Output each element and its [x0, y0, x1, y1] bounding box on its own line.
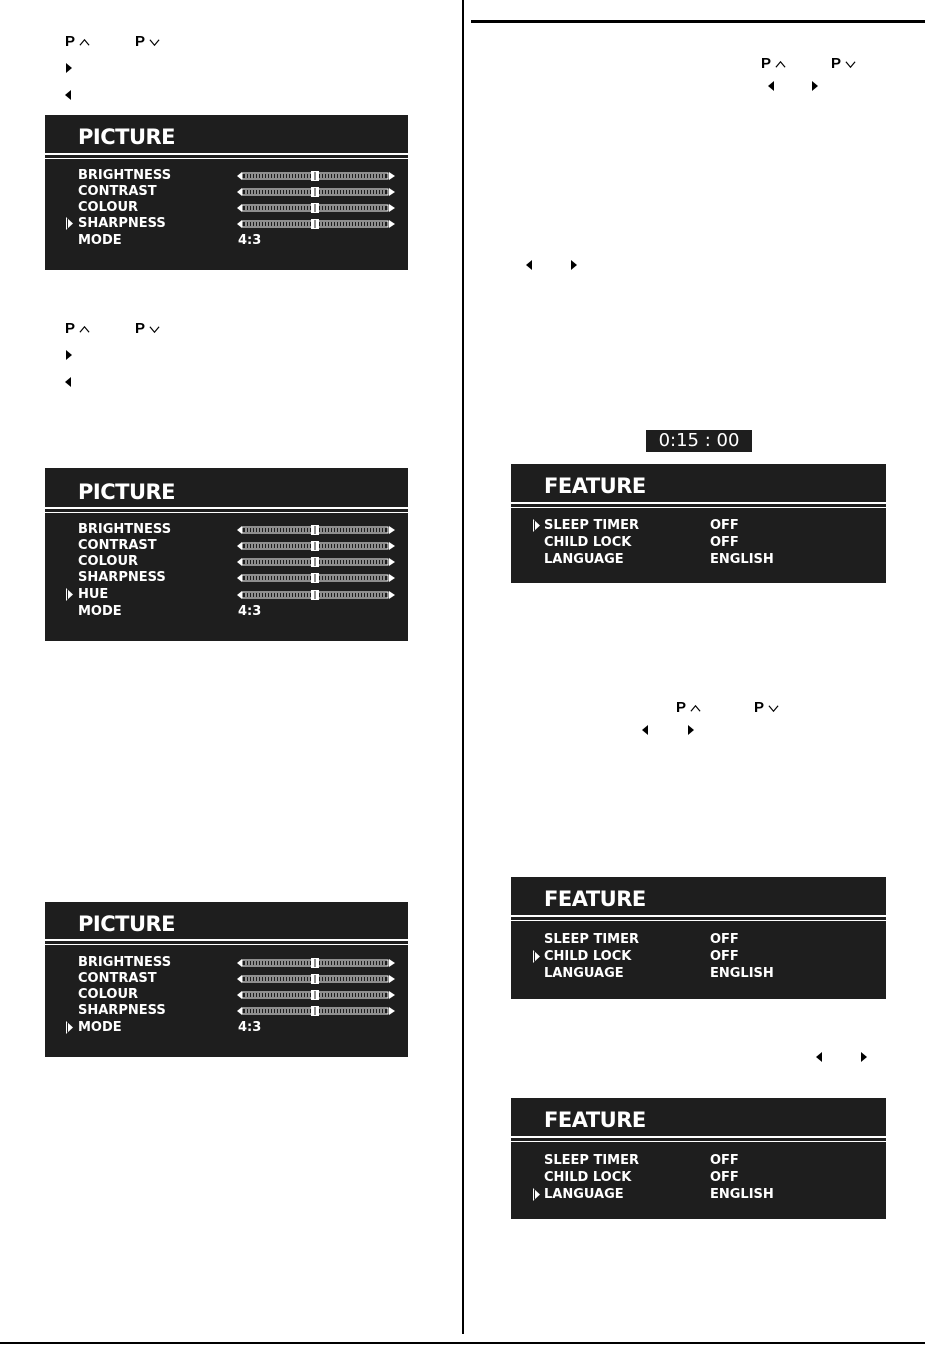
- selection-cursor-icon: [533, 950, 540, 963]
- p-up-label: P: [676, 699, 687, 716]
- column-divider: [462, 0, 464, 1334]
- menu-item-mode: MODE: [78, 233, 122, 248]
- language-value: ENGLISH: [710, 552, 774, 567]
- menu-separator: [45, 507, 408, 509]
- menu-item-contrast: CONTRAST: [78, 184, 157, 199]
- hue-slider: [237, 590, 395, 600]
- sharpness-slider: [237, 573, 395, 583]
- contrast-slider: [237, 541, 395, 551]
- language-value: ENGLISH: [710, 966, 774, 981]
- menu-item-contrast: CONTRAST: [78, 538, 157, 553]
- chevron-up-icon: [79, 37, 90, 48]
- right-arrow-icon: [688, 725, 694, 735]
- colour-slider: [237, 557, 395, 567]
- menu-item-mode: MODE: [78, 604, 122, 619]
- menu-item-brightness: BRIGHTNESS: [78, 955, 172, 970]
- menu-separator: [511, 920, 886, 921]
- colour-slider: [237, 203, 395, 213]
- menu-title: PICTURE: [78, 480, 176, 504]
- brightness-slider: [237, 525, 395, 535]
- chevron-up-icon: [690, 703, 701, 714]
- chevron-down-icon: [149, 324, 160, 335]
- p-up-label: P: [65, 320, 76, 337]
- menu-separator: [45, 939, 408, 941]
- menu-separator: [45, 158, 408, 159]
- language-value: ENGLISH: [710, 1187, 774, 1202]
- menu-separator: [45, 944, 408, 945]
- selection-cursor-icon: [533, 519, 540, 532]
- menu-title: FEATURE: [544, 474, 646, 498]
- menu-item-colour: COLOUR: [78, 554, 139, 569]
- menu-item-hue: HUE: [78, 587, 109, 602]
- sleep-timer-value: OFF: [710, 932, 739, 947]
- p-down-label: P: [831, 55, 842, 72]
- menu-item-brightness: BRIGHTNESS: [78, 168, 172, 183]
- sharpness-slider: [237, 219, 395, 229]
- menu-separator: [511, 1136, 886, 1138]
- left-arrow-icon: [65, 90, 71, 100]
- p-down-key-1: [135, 33, 160, 51]
- p-up-label: P: [65, 33, 76, 50]
- p-down-key-3: [831, 55, 856, 73]
- sleep-timer-display: 0:15 : 00: [646, 430, 752, 452]
- colour-slider: [237, 990, 395, 1000]
- menu-item-child-lock: CHILD LOCK: [544, 949, 632, 964]
- menu-separator: [45, 153, 408, 155]
- right-arrow-icon: [861, 1052, 867, 1062]
- p-up-key-2: [65, 320, 90, 338]
- mode-value: 4:3: [238, 1020, 262, 1035]
- chevron-up-icon: [79, 324, 90, 335]
- footer-rule: [0, 1342, 925, 1344]
- left-arrow-icon: [526, 260, 532, 270]
- menu-separator: [511, 507, 886, 508]
- menu-item-contrast: CONTRAST: [78, 971, 157, 986]
- left-arrow-icon: [816, 1052, 822, 1062]
- menu-separator: [45, 512, 408, 513]
- menu-item-colour: COLOUR: [78, 987, 139, 1002]
- left-arrow-icon: [642, 725, 648, 735]
- contrast-slider: [237, 974, 395, 984]
- menu-title: PICTURE: [78, 912, 176, 936]
- p-down-label: P: [754, 699, 765, 716]
- p-up-key-4: [676, 699, 701, 717]
- mode-value: 4:3: [238, 604, 262, 619]
- feature-menu-3: [511, 1098, 886, 1219]
- menu-item-brightness: BRIGHTNESS: [78, 522, 172, 537]
- header-rule: [471, 20, 925, 23]
- selection-cursor-icon: [66, 1021, 73, 1034]
- child-lock-value: OFF: [710, 1170, 739, 1185]
- sleep-timer-value: OFF: [710, 1153, 739, 1168]
- chevron-down-icon: [845, 59, 856, 70]
- right-arrow-icon: [66, 63, 72, 73]
- p-down-key-2: [135, 320, 160, 338]
- selection-cursor-icon: [66, 588, 73, 601]
- menu-item-child-lock: CHILD LOCK: [544, 1170, 632, 1185]
- menu-separator: [511, 915, 886, 917]
- menu-title: PICTURE: [78, 125, 176, 149]
- selection-cursor-icon: [66, 217, 73, 230]
- picture-menu-3: [45, 902, 408, 1057]
- child-lock-value: OFF: [710, 949, 739, 964]
- contrast-slider: [237, 187, 395, 197]
- menu-item-sharpness: SHARPNESS: [78, 1003, 166, 1018]
- feature-menu-2: [511, 877, 886, 999]
- menu-item-sleep-timer: SLEEP TIMER: [544, 932, 639, 947]
- menu-item-sharpness: SHARPNESS: [78, 216, 166, 231]
- sleep-timer-value: OFF: [710, 518, 739, 533]
- menu-item-language: LANGUAGE: [544, 1187, 624, 1202]
- menu-item-sleep-timer: SLEEP TIMER: [544, 518, 639, 533]
- right-arrow-icon: [812, 81, 818, 91]
- picture-menu-1: [45, 115, 408, 270]
- menu-item-language: LANGUAGE: [544, 966, 624, 981]
- brightness-slider: [237, 958, 395, 968]
- menu-item-sleep-timer: SLEEP TIMER: [544, 1153, 639, 1168]
- p-up-key-3: [761, 55, 786, 73]
- p-up-label: P: [761, 55, 772, 72]
- p-down-label: P: [135, 33, 146, 50]
- menu-separator: [511, 1141, 886, 1142]
- menu-item-sharpness: SHARPNESS: [78, 570, 166, 585]
- brightness-slider: [237, 171, 395, 181]
- child-lock-value: OFF: [710, 535, 739, 550]
- feature-menu-1: [511, 464, 886, 583]
- menu-item-language: LANGUAGE: [544, 552, 624, 567]
- selection-cursor-icon: [533, 1188, 540, 1201]
- right-arrow-icon: [571, 260, 577, 270]
- left-arrow-icon: [768, 81, 774, 91]
- menu-item-colour: COLOUR: [78, 200, 139, 215]
- p-down-key-4: [754, 699, 779, 717]
- menu-item-child-lock: CHILD LOCK: [544, 535, 632, 550]
- mode-value: 4:3: [238, 233, 262, 248]
- right-arrow-icon: [66, 350, 72, 360]
- left-arrow-icon: [65, 377, 71, 387]
- p-down-label: P: [135, 320, 146, 337]
- p-up-key-1: [65, 33, 90, 51]
- chevron-down-icon: [149, 37, 160, 48]
- menu-title: FEATURE: [544, 1108, 646, 1132]
- menu-title: FEATURE: [544, 887, 646, 911]
- menu-item-mode: MODE: [78, 1020, 122, 1035]
- chevron-down-icon: [768, 703, 779, 714]
- picture-menu-2: [45, 468, 408, 641]
- sharpness-slider: [237, 1006, 395, 1016]
- chevron-up-icon: [775, 59, 786, 70]
- menu-separator: [511, 502, 886, 504]
